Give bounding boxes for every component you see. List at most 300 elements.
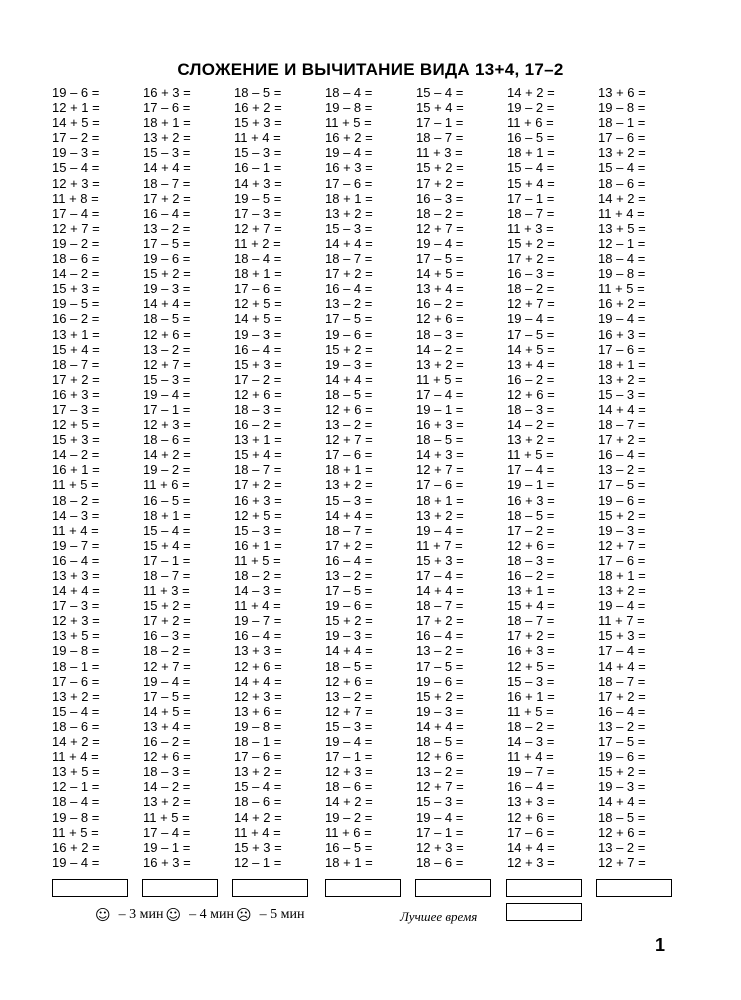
exercise-item: 19 – 4 = bbox=[598, 311, 646, 327]
exercise-item: 12 + 5 = bbox=[234, 296, 282, 312]
exercise-item: 17 + 2 = bbox=[234, 477, 282, 493]
exercise-item: 13 + 2 = bbox=[507, 432, 555, 448]
exercise-item: 17 + 2 = bbox=[143, 613, 191, 629]
exercise-item: 18 – 6 = bbox=[234, 794, 282, 810]
exercise-item: 13 + 6 = bbox=[598, 85, 646, 100]
exercise-item: 14 + 4 = bbox=[143, 296, 191, 312]
answer-box-col-5[interactable] bbox=[415, 879, 491, 897]
exercise-item: 17 – 1 = bbox=[416, 824, 464, 840]
exercise-item: 12 + 6 = bbox=[234, 386, 282, 402]
exercise-item: 15 + 3 = bbox=[234, 115, 282, 131]
exercise-item: 12 – 1 = bbox=[234, 854, 282, 870]
exercise-item: 19 – 4 = bbox=[52, 854, 100, 870]
exercise-item: 13 – 2 = bbox=[416, 643, 464, 659]
exercise-item: 17 – 4 = bbox=[143, 824, 191, 840]
exercise-item: 14 + 5 = bbox=[234, 311, 282, 327]
answer-box-col-2[interactable] bbox=[142, 879, 218, 897]
exercise-item: 11 + 4 = bbox=[52, 522, 99, 538]
neutral-face-icon: ☺ bbox=[165, 906, 182, 924]
answer-box-col-7[interactable] bbox=[596, 879, 672, 897]
exercise-item: 18 + 1 = bbox=[598, 356, 646, 372]
exercise-item: 13 + 4 = bbox=[507, 356, 555, 372]
frowning-face-icon: ☹ bbox=[235, 906, 252, 924]
exercise-item: 17 – 3 = bbox=[52, 598, 100, 614]
exercise-item: 15 + 2 = bbox=[598, 764, 646, 780]
smiling-face-icon: ☺ bbox=[95, 906, 111, 924]
exercise-item: 13 + 5 = bbox=[52, 764, 100, 780]
exercise-item: 17 – 6 = bbox=[598, 341, 646, 357]
exercise-item: 14 + 5 = bbox=[416, 266, 464, 282]
exercise-item: 17 – 1 = bbox=[507, 190, 555, 206]
exercise-item: 12 + 7 = bbox=[416, 220, 464, 236]
exercise-item: 17 – 6 = bbox=[507, 824, 555, 840]
exercise-item: 13 – 2 = bbox=[598, 839, 646, 855]
exercise-item: 15 – 4 = bbox=[598, 160, 646, 176]
exercise-item: 12 + 6 = bbox=[143, 749, 191, 765]
exercise-item: 13 + 1 = bbox=[234, 432, 282, 448]
exercise-item: 19 – 8 = bbox=[598, 100, 646, 116]
exercise-item: 12 + 6 = bbox=[325, 401, 373, 417]
exercise-item: 17 + 2 = bbox=[598, 688, 646, 704]
exercise-item: 14 + 4 = bbox=[598, 658, 646, 674]
exercise-item: 19 – 8 = bbox=[598, 266, 646, 282]
exercise-item: 12 + 5 = bbox=[52, 417, 100, 433]
legend-smile-time: – 3 мин bbox=[118, 907, 164, 922]
exercise-item: 16 + 2 = bbox=[598, 296, 646, 312]
exercise-item: 19 – 4 = bbox=[325, 145, 373, 161]
exercise-item: 17 – 5 = bbox=[507, 326, 555, 342]
exercise-item: 19 – 3 = bbox=[416, 703, 464, 719]
exercise-item: 13 – 2 = bbox=[143, 341, 191, 357]
exercise-item: 11 + 5 = bbox=[325, 115, 372, 131]
exercise-item: 19 – 4 = bbox=[416, 235, 464, 251]
exercise-item: 14 + 3 = bbox=[234, 175, 282, 191]
exercise-item: 15 + 2 = bbox=[416, 688, 464, 704]
exercise-item: 12 + 3 = bbox=[52, 175, 100, 191]
exercise-item: 18 – 5 = bbox=[598, 809, 646, 825]
exercise-item: 12 + 7 = bbox=[598, 537, 646, 553]
exercise-item: 14 + 4 = bbox=[143, 160, 191, 176]
exercise-item: 19 – 8 = bbox=[234, 718, 282, 734]
exercise-item: 18 – 6 = bbox=[52, 251, 100, 267]
exercise-item: 11 + 2 = bbox=[234, 235, 281, 251]
exercise-item: 14 + 3 = bbox=[416, 447, 464, 463]
exercise-item: 15 + 2 = bbox=[143, 266, 191, 282]
exercise-item: 12 + 6 = bbox=[598, 824, 646, 840]
exercise-item: 17 + 2 = bbox=[52, 371, 100, 387]
exercise-item: 12 + 6 = bbox=[234, 658, 282, 674]
exercise-item: 15 + 3 = bbox=[234, 356, 282, 372]
exercise-item: 15 – 3 = bbox=[143, 145, 191, 161]
exercise-item: 15 – 3 = bbox=[598, 386, 646, 402]
exercise-item: 15 + 4 = bbox=[507, 175, 555, 191]
exercise-item: 15 – 3 = bbox=[143, 371, 191, 387]
exercise-item: 19 – 5 = bbox=[52, 296, 100, 312]
exercise-item: 16 + 2 = bbox=[325, 130, 373, 146]
exercise-item: 13 + 6 = bbox=[234, 703, 282, 719]
exercise-item: 19 – 6 = bbox=[52, 85, 100, 100]
exercise-item: 18 – 6 = bbox=[598, 175, 646, 191]
exercise-item: 18 – 5 = bbox=[416, 734, 464, 750]
exercise-item: 14 + 2 = bbox=[143, 447, 191, 463]
page-number: 1 bbox=[655, 935, 666, 955]
exercise-item: 12 + 7 = bbox=[598, 854, 646, 870]
exercise-item: 13 + 3 = bbox=[234, 643, 282, 659]
exercise-item: 19 – 1 = bbox=[416, 401, 464, 417]
exercise-item: 12 + 6 = bbox=[416, 749, 464, 765]
exercise-item: 12 + 6 = bbox=[507, 809, 555, 825]
exercise-item: 13 – 2 = bbox=[325, 688, 373, 704]
exercise-item: 12 + 6 = bbox=[416, 311, 464, 327]
exercise-item: 13 + 1 = bbox=[507, 583, 555, 599]
exercise-item: 12 + 7 = bbox=[325, 703, 373, 719]
exercise-item: 17 – 6 = bbox=[234, 281, 282, 297]
exercise-item: 18 – 3 = bbox=[143, 764, 191, 780]
exercise-item: 16 + 3 = bbox=[507, 643, 555, 659]
exercise-item: 18 – 2 = bbox=[507, 718, 555, 734]
exercise-item: 17 – 6 = bbox=[325, 175, 373, 191]
exercise-item: 18 – 5 = bbox=[234, 85, 282, 100]
exercise-item: 11 + 5 = bbox=[416, 371, 463, 387]
exercise-item: 18 – 3 = bbox=[507, 401, 555, 417]
exercise-item: 14 – 2 = bbox=[416, 341, 464, 357]
exercise-item: 17 + 2 = bbox=[416, 175, 464, 191]
exercise-item: 12 + 6 = bbox=[507, 386, 555, 402]
exercise-item: 16 + 3 = bbox=[143, 85, 191, 100]
exercise-item: 17 – 4 = bbox=[598, 643, 646, 659]
exercise-item: 17 – 6 = bbox=[143, 100, 191, 116]
exercise-item: 14 + 4 = bbox=[325, 507, 373, 523]
exercise-item: 19 – 8 = bbox=[52, 643, 100, 659]
exercise-item: 18 – 7 = bbox=[325, 522, 373, 538]
exercise-item: 16 – 2 = bbox=[52, 311, 100, 327]
exercise-item: 13 + 2 = bbox=[416, 356, 464, 372]
exercise-item: 14 + 4 = bbox=[598, 794, 646, 810]
exercise-item: 18 – 6 = bbox=[143, 432, 191, 448]
exercise-item: 19 – 4 = bbox=[416, 809, 464, 825]
exercise-item: 15 – 4 = bbox=[52, 703, 100, 719]
exercise-item: 13 + 2 = bbox=[598, 583, 646, 599]
exercise-item: 15 + 4 = bbox=[507, 598, 555, 614]
exercise-item: 16 – 1 = bbox=[234, 160, 282, 176]
exercise-item: 17 – 6 = bbox=[598, 552, 646, 568]
exercise-item: 15 – 3 = bbox=[325, 492, 373, 508]
exercise-item: 15 + 2 = bbox=[325, 613, 373, 629]
answer-box-col-3[interactable] bbox=[232, 879, 308, 897]
exercise-item: 18 – 1 = bbox=[234, 734, 282, 750]
exercise-item: 11 + 5 = bbox=[598, 281, 645, 297]
exercise-item: 18 – 7 = bbox=[52, 356, 100, 372]
best-time-label: Лучшее время bbox=[400, 909, 478, 924]
exercise-item: 18 + 1 = bbox=[143, 115, 191, 131]
exercise-grid bbox=[52, 85, 692, 870]
exercise-item: 12 + 1 = bbox=[52, 100, 100, 116]
exercise-item: 16 + 2 = bbox=[234, 100, 282, 116]
exercise-item: 17 – 1 = bbox=[143, 552, 191, 568]
exercise-item: 15 – 4 = bbox=[143, 522, 191, 538]
exercise-item: 18 – 4 = bbox=[598, 251, 646, 267]
exercise-item: 17 + 2 = bbox=[507, 251, 555, 267]
exercise-item: 12 + 3 = bbox=[416, 839, 464, 855]
exercise-item: 19 – 7 = bbox=[234, 613, 282, 629]
exercise-item: 19 – 7 = bbox=[52, 537, 100, 553]
exercise-item: 19 – 5 = bbox=[234, 190, 282, 206]
exercise-item: 18 – 5 = bbox=[416, 432, 464, 448]
exercise-item: 15 + 2 = bbox=[143, 598, 191, 614]
exercise-item: 15 – 4 = bbox=[52, 160, 100, 176]
exercise-item: 19 – 4 = bbox=[325, 734, 373, 750]
exercise-item: 16 + 3 = bbox=[416, 417, 464, 433]
exercise-item: 19 – 4 = bbox=[143, 386, 191, 402]
exercise-item: 15 + 4 = bbox=[234, 447, 282, 463]
exercise-item: 18 – 7 = bbox=[234, 462, 282, 478]
exercise-item: 16 – 3 = bbox=[143, 628, 191, 644]
exercise-item: 16 – 4 = bbox=[598, 447, 646, 463]
exercise-item: 16 + 1 = bbox=[234, 537, 282, 553]
exercise-item: 15 – 3 = bbox=[507, 673, 555, 689]
exercise-item: 18 – 7 = bbox=[507, 613, 555, 629]
exercise-item: 17 – 5 = bbox=[143, 235, 191, 251]
exercise-item: 18 – 3 = bbox=[507, 552, 555, 568]
best-time-box[interactable] bbox=[506, 903, 582, 921]
exercise-item: 12 + 7 = bbox=[234, 220, 282, 236]
exercise-item: 12 + 7 = bbox=[52, 220, 100, 236]
exercise-item: 17 – 5 = bbox=[598, 734, 646, 750]
exercise-item: 13 + 2 = bbox=[325, 477, 373, 493]
exercise-item: 13 + 2 = bbox=[325, 205, 373, 221]
exercise-item: 14 + 4 = bbox=[416, 718, 464, 734]
exercise-item: 13 + 3 = bbox=[507, 794, 555, 810]
exercise-item: 17 – 5 = bbox=[416, 658, 464, 674]
exercise-item: 12 + 7 = bbox=[325, 432, 373, 448]
exercise-item: 11 + 5 = bbox=[52, 824, 99, 840]
exercise-item: 12 + 3 = bbox=[325, 764, 373, 780]
exercise-item: 17 – 5 = bbox=[416, 251, 464, 267]
exercise-item: 16 + 3 = bbox=[143, 854, 191, 870]
exercise-item: 18 – 4 = bbox=[234, 251, 282, 267]
exercise-item: 12 + 5 = bbox=[507, 658, 555, 674]
exercise-item: 12 + 3 = bbox=[143, 417, 191, 433]
exercise-item: 18 – 7 = bbox=[507, 205, 555, 221]
exercise-item: 18 – 2 = bbox=[234, 568, 282, 583]
exercise-item: 12 + 7 = bbox=[416, 462, 464, 478]
exercise-item: 16 + 3 = bbox=[325, 160, 373, 176]
exercise-item: 19 – 6 = bbox=[598, 749, 646, 765]
exercise-item: 16 + 3 = bbox=[52, 386, 100, 402]
exercise-item: 19 – 4 = bbox=[507, 311, 555, 327]
exercise-item: 15 + 2 = bbox=[507, 235, 555, 251]
exercise-item: 11 + 8 = bbox=[52, 190, 99, 206]
exercise-item: 19 – 3 = bbox=[325, 628, 373, 644]
exercise-item: 18 – 4 = bbox=[52, 794, 100, 810]
exercise-item: 17 – 5 = bbox=[325, 311, 373, 327]
exercise-item: 18 + 1 = bbox=[325, 854, 373, 870]
exercise-item: 19 – 3 = bbox=[143, 281, 191, 297]
exercise-item: 14 – 3 = bbox=[52, 507, 100, 523]
exercise-item: 18 – 3 = bbox=[234, 401, 282, 417]
answer-box-col-1[interactable] bbox=[52, 879, 128, 897]
exercise-item: 11 + 4 = bbox=[234, 824, 281, 840]
exercise-item: 14 + 4 = bbox=[325, 643, 373, 659]
exercise-item: 18 – 7 = bbox=[598, 673, 646, 689]
exercise-item: 19 – 6 = bbox=[325, 598, 373, 614]
exercise-item: 11 + 4 = bbox=[234, 598, 281, 614]
exercise-item: 13 + 2 = bbox=[598, 371, 646, 387]
exercise-item: 15 + 3 = bbox=[52, 281, 100, 297]
exercise-item: 18 + 1 = bbox=[598, 568, 646, 583]
exercise-item: 12 + 5 = bbox=[234, 507, 282, 523]
exercise-item: 13 – 2 = bbox=[325, 417, 373, 433]
exercise-item: 12 + 6 = bbox=[507, 537, 555, 553]
exercise-item: 18 – 6 = bbox=[416, 854, 464, 870]
exercise-item: 12 + 6 = bbox=[143, 326, 191, 342]
exercise-item: 14 – 3 = bbox=[234, 583, 282, 599]
exercise-item: 19 – 6 = bbox=[416, 673, 464, 689]
exercise-item: 15 – 3 = bbox=[234, 145, 282, 161]
exercise-item: 14 + 5 = bbox=[143, 703, 191, 719]
exercise-item: 13 + 1 = bbox=[52, 326, 100, 342]
exercise-item: 13 + 2 = bbox=[52, 688, 100, 704]
exercise-item: 13 – 2 = bbox=[598, 718, 646, 734]
exercise-item: 11 + 5 = bbox=[143, 809, 190, 825]
exercise-item: 19 – 6 = bbox=[143, 251, 191, 267]
exercise-item: 19 – 4 = bbox=[143, 673, 191, 689]
exercise-item: 17 – 2 = bbox=[52, 130, 100, 146]
exercise-item: 13 + 5 = bbox=[52, 628, 100, 644]
page-title: СЛОЖЕНИЕ И ВЫЧИТАНИЕ ВИДА 13+4, 17–2 bbox=[177, 60, 564, 79]
exercise-item: 16 – 2 = bbox=[143, 734, 191, 750]
exercise-item: 17 – 1 = bbox=[416, 115, 464, 131]
exercise-item: 14 + 2 = bbox=[598, 190, 646, 206]
exercise-item: 12 + 3 = bbox=[52, 613, 100, 629]
exercise-item: 15 + 3 = bbox=[416, 552, 464, 568]
exercise-item: 16 – 4 = bbox=[143, 205, 191, 221]
exercise-item: 18 – 3 = bbox=[416, 326, 464, 342]
exercise-item: 19 – 1 = bbox=[507, 477, 555, 493]
exercise-item: 17 – 5 = bbox=[598, 477, 646, 493]
answer-box-col-4[interactable] bbox=[325, 879, 401, 897]
exercise-item: 17 – 4 = bbox=[416, 568, 464, 583]
exercise-item: 11 + 3 = bbox=[507, 220, 554, 236]
exercise-item: 16 + 1 = bbox=[52, 462, 100, 478]
exercise-item: 14 + 2 = bbox=[234, 809, 282, 825]
exercise-item: 11 + 5 = bbox=[507, 703, 554, 719]
time-legend bbox=[95, 906, 306, 924]
exercise-item: 13 + 4 = bbox=[143, 718, 191, 734]
exercise-item: 12 + 6 = bbox=[325, 673, 373, 689]
exercise-item: 12 + 7 = bbox=[143, 356, 191, 372]
exercise-item: 19 – 6 = bbox=[325, 326, 373, 342]
exercise-item: 13 – 2 = bbox=[325, 568, 373, 583]
exercise-item: 18 + 1 = bbox=[325, 462, 373, 478]
exercise-item: 16 – 4 = bbox=[325, 281, 373, 297]
exercise-item: 15 + 3 = bbox=[52, 432, 100, 448]
exercise-item: 17 – 4 = bbox=[52, 205, 100, 221]
exercise-item: 18 – 7 = bbox=[143, 175, 191, 191]
exercise-item: 18 – 7 = bbox=[325, 251, 373, 267]
exercise-item: 15 + 4 = bbox=[143, 537, 191, 553]
exercise-item: 19 – 8 = bbox=[52, 809, 100, 825]
exercise-item: 18 – 7 = bbox=[416, 598, 464, 614]
exercise-item: 14 – 2 = bbox=[507, 417, 555, 433]
exercise-item: 17 – 1 = bbox=[143, 401, 191, 417]
exercise-item: 16 + 3 = bbox=[598, 326, 646, 342]
exercise-item: 14 – 2 = bbox=[52, 266, 100, 282]
exercise-item: 16 + 3 = bbox=[234, 492, 282, 508]
exercise-item: 18 – 6 = bbox=[52, 718, 100, 734]
exercise-item: 18 + 1 = bbox=[234, 266, 282, 282]
exercise-item: 13 – 2 = bbox=[598, 462, 646, 478]
exercise-item: 15 + 4 = bbox=[416, 100, 464, 116]
exercise-item: 19 – 3 = bbox=[52, 145, 100, 161]
exercise-item: 16 – 3 = bbox=[507, 266, 555, 282]
exercise-item: 13 – 2 = bbox=[143, 220, 191, 236]
exercise-item: 15 – 3 = bbox=[416, 794, 464, 810]
exercise-item: 17 – 2 = bbox=[234, 371, 282, 387]
exercise-item: 15 + 3 = bbox=[598, 628, 646, 644]
exercise-item: 17 + 2 = bbox=[416, 613, 464, 629]
exercise-item: 15 – 3 = bbox=[234, 522, 282, 538]
exercise-item: 15 – 3 = bbox=[325, 718, 373, 734]
exercise-item: 11 + 3 = bbox=[416, 145, 463, 161]
exercise-item: 19 – 3 = bbox=[234, 326, 282, 342]
exercise-item: 13 + 2 = bbox=[234, 764, 282, 780]
exercise-item: 17 – 5 = bbox=[143, 688, 191, 704]
exercise-item: 16 – 2 = bbox=[507, 568, 555, 583]
exercise-item: 16 – 2 = bbox=[416, 296, 464, 312]
exercise-item: 13 + 2 = bbox=[143, 130, 191, 146]
exercise-item: 18 – 2 = bbox=[416, 205, 464, 221]
exercise-item: 14 – 3 = bbox=[507, 734, 555, 750]
exercise-item: 18 – 1 = bbox=[52, 658, 100, 674]
exercise-item: 18 – 4 = bbox=[325, 85, 373, 100]
exercise-item: 17 – 6 = bbox=[598, 130, 646, 146]
exercise-item: 18 – 5 = bbox=[325, 658, 373, 674]
exercise-item: 19 – 3 = bbox=[598, 779, 646, 795]
exercise-item: 19 – 7 = bbox=[507, 764, 555, 780]
exercise-item: 16 – 3 = bbox=[416, 190, 464, 206]
exercise-item: 17 – 4 = bbox=[416, 386, 464, 402]
exercise-item: 19 – 2 = bbox=[52, 235, 100, 251]
exercise-item: 14 + 4 = bbox=[52, 583, 100, 599]
exercise-item: 17 – 5 = bbox=[325, 583, 373, 599]
legend-neutral-time: – 4 мин bbox=[189, 907, 234, 922]
exercise-item: 16 – 2 = bbox=[507, 371, 555, 387]
exercise-item: 16 – 5 = bbox=[143, 492, 191, 508]
exercise-item: 17 – 6 = bbox=[325, 447, 373, 463]
exercise-item: 16 – 2 = bbox=[234, 417, 282, 433]
exercise-item: 14 + 4 = bbox=[325, 235, 373, 251]
exercise-item: 16 + 3 = bbox=[507, 492, 555, 508]
exercise-item: 17 – 3 = bbox=[52, 401, 100, 417]
exercise-item: 14 + 5 = bbox=[507, 341, 555, 357]
exercise-item: 18 – 2 = bbox=[143, 643, 191, 659]
exercise-item: 18 – 7 = bbox=[598, 417, 646, 433]
exercise-item: 15 – 4 = bbox=[507, 160, 555, 176]
exercise-item: 14 + 4 = bbox=[507, 839, 555, 855]
exercise-item: 12 + 3 = bbox=[507, 854, 555, 870]
exercise-item: 11 + 5 = bbox=[234, 552, 281, 568]
exercise-item: 12 + 7 = bbox=[143, 658, 191, 674]
exercise-item: 12 – 1 = bbox=[52, 779, 100, 795]
exercise-item: 16 – 4 = bbox=[325, 552, 373, 568]
exercise-item: 11 + 5 = bbox=[52, 477, 99, 493]
exercise-item: 11 + 7 = bbox=[598, 613, 645, 629]
exercise-item: 19 – 8 = bbox=[325, 100, 373, 116]
exercise-item: 18 – 5 = bbox=[143, 311, 191, 327]
answer-box-col-6[interactable] bbox=[506, 879, 582, 897]
exercise-item: 14 + 2 = bbox=[507, 85, 555, 100]
